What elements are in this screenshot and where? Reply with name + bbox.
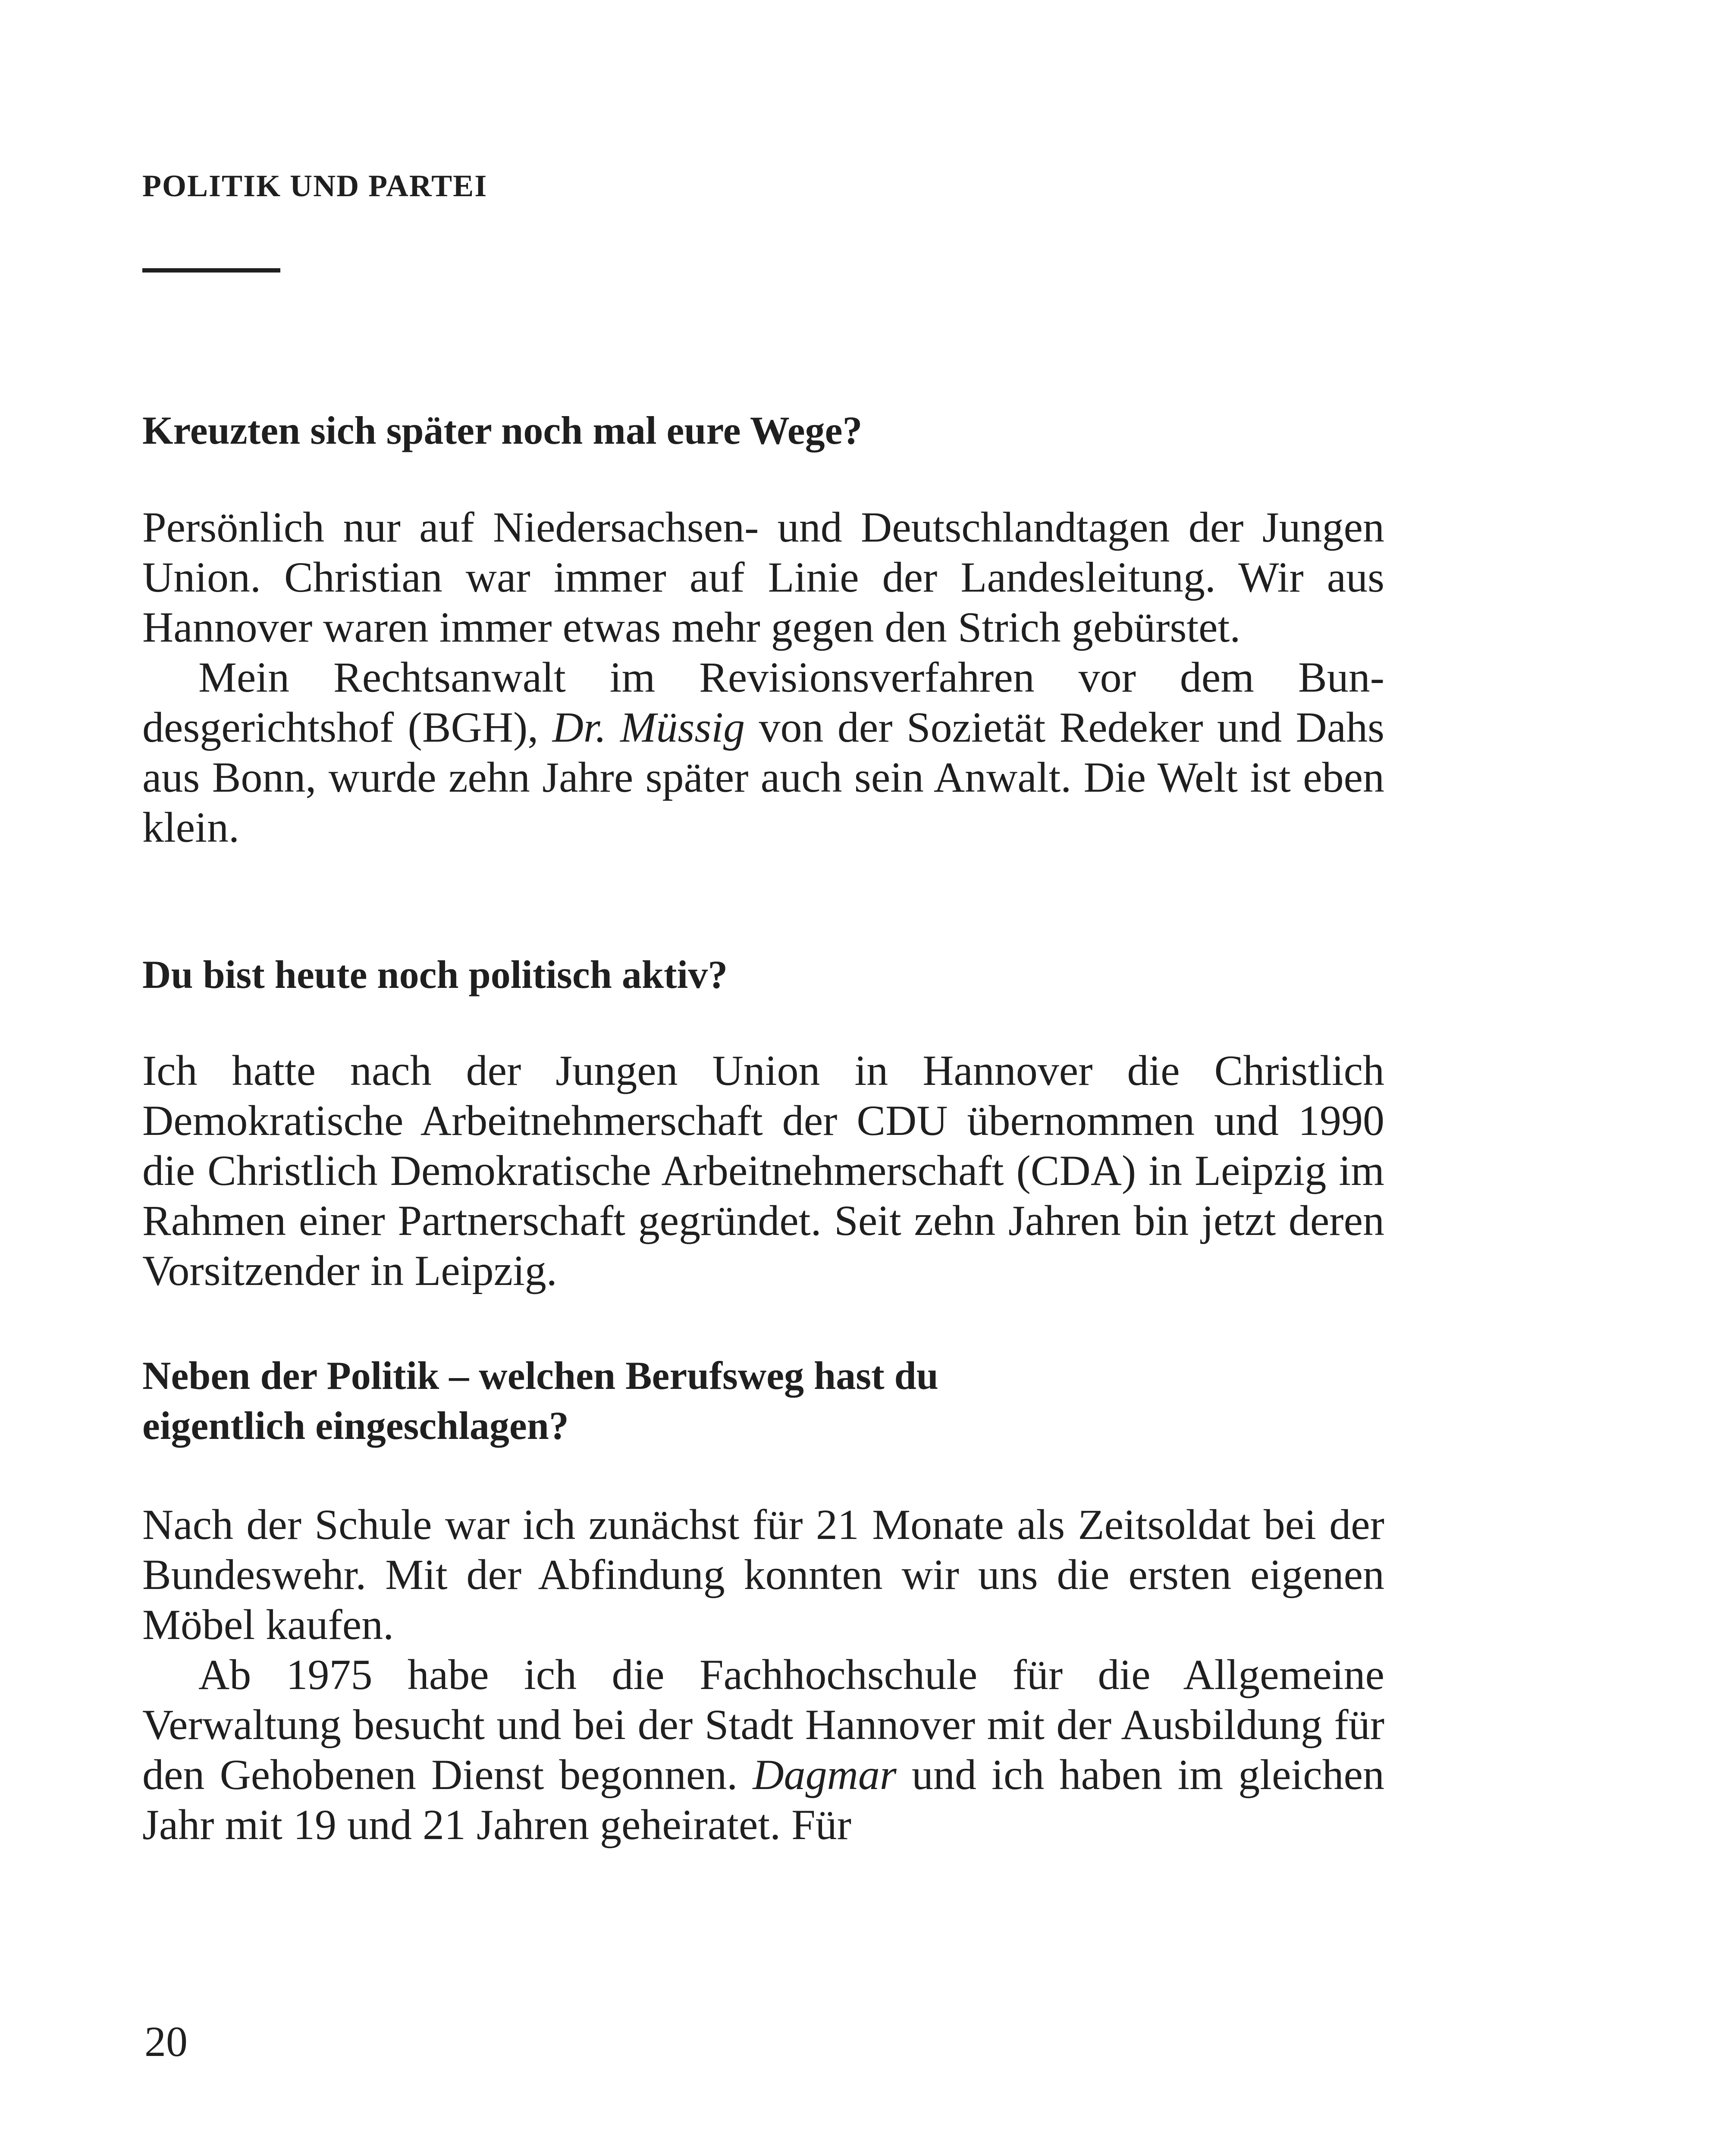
question-line: eigentlich eingeschlagen?: [142, 1404, 569, 1448]
person-name: Dr. Müssig: [552, 703, 745, 751]
answer-block-2: [142, 1046, 1384, 1296]
answer-text: Mein Rechtsanwalt im Revisionsverfahren vor dem Bundesgerichtshof (BGH),: [142, 653, 1384, 751]
answer-text: von der Sozietät Redeker und Dahs aus Bonn, wurde zehn Jahre später auch sein Anwalt. Die Welt ist eben klein.: [142, 703, 1384, 851]
answer-block-3: [142, 1500, 1384, 1850]
answer-block-1: [142, 502, 1384, 852]
running-head: POLITIK UND PARTEI: [142, 169, 488, 203]
question-heading-2: Du bist heute noch politisch aktiv?: [142, 953, 728, 997]
head-rule-divider: [142, 268, 280, 273]
answer-text: Ab 1975 habe ich die Fachhochschule für die Allgemeine Verwaltung besucht und bei der Stadt Hannover mit der Ausbildung für den Gehobenen Dienst begonnen.: [142, 1651, 1384, 1799]
answer-paragraph: Ich hatte nach der Jungen Union in Hannover die Christlich Demokratische Arbeitnehmerschaft der CDU übernommen und 1990 die Christlich Demokratische Arbeitnehmerschaft (CDA) in Leipzig im Rahmen einer Partnerschaft gegründet. Seit zehn Jahren bin jetzt deren Vorsitzender in Leipzig.: [142, 1047, 1384, 1294]
person-name: Dagmar: [753, 1751, 897, 1799]
page-number: 20: [144, 2018, 188, 2065]
answer-paragraph: Nach der Schule war ich zunächst für 21 Monate als Zeitsoldat bei der Bundeswehr. Mit der Abfindung konnten wir uns die ersten eigenen Möbel kaufen.: [142, 1501, 1384, 1648]
answer-text: und ich haben im gleichen Jahr mit 19 und 21 Jahren geheiratet. Für: [142, 1751, 1385, 1849]
answer-paragraph: Persönlich nur auf Niedersachsen- und Deutschlandtagen der Jungen Union. Christian war immer auf Linie der Landesleitung. Wir aus Hannover waren immer etwas mehr gegen den Strich gebürstet.: [142, 503, 1384, 651]
question-heading-3: [142, 1351, 1393, 1451]
question-heading-1: Kreuzten sich später noch mal eure Wege?: [142, 408, 863, 452]
answer-paragraph: [142, 652, 1384, 852]
answer-paragraph: [142, 1650, 1384, 1850]
question-line: Neben der Politik – welchen Berufsweg hast du: [142, 1354, 938, 1398]
